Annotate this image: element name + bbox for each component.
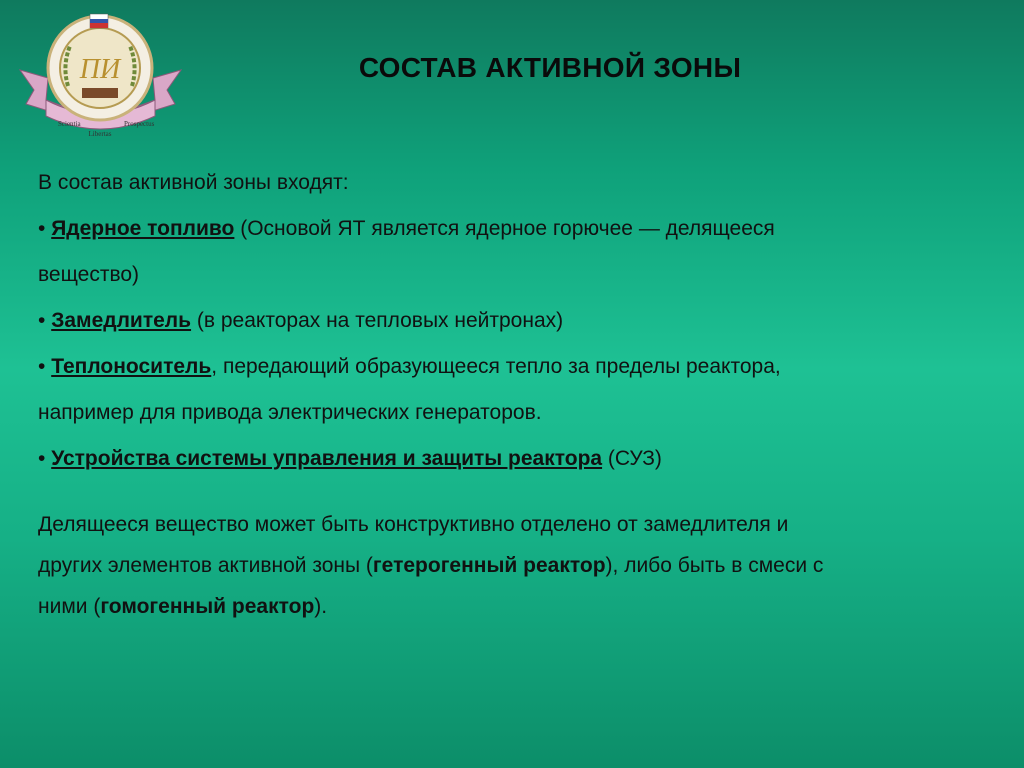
list-item-continuation: вещество) [38, 263, 140, 286]
term-heterogeneous: гетерогенный реактор [372, 554, 606, 577]
svg-text:Libertas: Libertas [88, 130, 112, 138]
bullet: • [38, 447, 46, 470]
monogram: ПИ [79, 54, 121, 85]
svg-text:Prospectus: Prospectus [124, 120, 155, 128]
bullet: • [38, 309, 46, 332]
list-item: • Устройства системы управления и защиты реактора (СУЗ) [38, 447, 662, 470]
term-control-system: Устройства системы управления и защиты реактора [51, 447, 603, 470]
list-item: • Замедлитель (в реакторах на тепловых нейтронах) [38, 309, 564, 332]
bullet: • [38, 355, 46, 378]
slide-body [38, 160, 988, 627]
summary-paragraph: Делящееся вещество может быть конструктивно отделено от замедлителя и других элементов активной зоны (гетерогенный реактор), либо быть в смеси с ними (гомогенный реактор). [38, 513, 824, 618]
svg-text:Scientia: Scientia [58, 120, 81, 128]
term-homogeneous: гомогенный реактор [100, 595, 315, 618]
term-coolant: Теплоноситель [51, 355, 212, 378]
list-item-continuation: например для привода электрических генераторов. [38, 401, 542, 424]
list-item: • Ядерное топливо (Основой ЯТ является ядерное горючее — делящееся [38, 217, 775, 240]
term-moderator: Замедлитель [51, 309, 192, 332]
university-emblem [18, 8, 183, 140]
slide-title: СОСТАВ АКТИВНОЙ ЗОНЫ [358, 52, 742, 83]
bullet: • [38, 217, 46, 240]
term-fuel: Ядерное топливо [51, 217, 235, 240]
list-item: • Теплоноситель, передающий образующееся тепло за пределы реактора, [38, 355, 781, 378]
intro-text: В состав активной зоны входят: [38, 171, 349, 194]
